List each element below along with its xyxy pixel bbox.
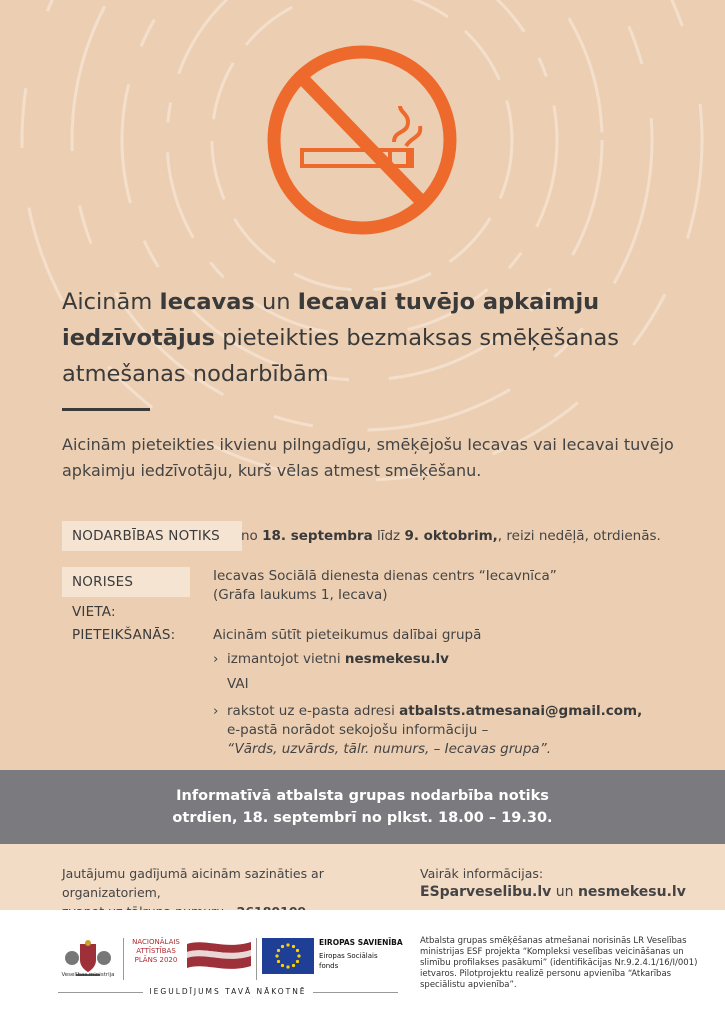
- venue-label: NORISES VIETA:: [62, 567, 190, 597]
- info-session-banner: [0, 770, 725, 844]
- nap-logo: [130, 938, 182, 965]
- venue-details: [213, 567, 673, 605]
- contact-section: [0, 844, 725, 910]
- site-link-nesmekesu[interactable]: nesmekesu.lv: [577, 884, 686, 900]
- ministry-caption: Veselības ministrija: [61, 972, 115, 978]
- latvia-coat-of-arms-icon: [58, 938, 118, 990]
- chevron-right-icon: ›: [213, 703, 219, 719]
- nap-text: ATTĪSTĪBAS: [136, 947, 176, 955]
- signup-website-link[interactable]: nesmekesu.lv: [344, 651, 449, 667]
- eu-title: EIROPAS SAVIENĪBA: [319, 938, 403, 947]
- signup-email-format: “Vārds, uzvārds, tālr. numurs, – Iecavas grupa”.: [227, 741, 551, 757]
- headline-text: pieteikties bezmaksas smēķēšanas atmešanas nodarbībām: [62, 325, 620, 387]
- more-info-links: [420, 883, 710, 902]
- more-info-block: [420, 864, 710, 902]
- signup-label: PIETEIKŠANĀS:: [72, 627, 176, 643]
- signup-text: izmantojot vietni: [227, 651, 345, 667]
- signup-option-website: [213, 650, 683, 669]
- logo-separator: [123, 938, 124, 980]
- chevron-right-icon: ›: [213, 651, 219, 667]
- banner-line-1: Informatīvā atbalsta grupas nodarbība notiks: [176, 788, 549, 804]
- contact-text: Jautājumu gadījumā aicinām sazināties ar organizatoriem,: [62, 866, 324, 900]
- project-fine-print: Atbalsta grupas smēķēšanas atmešanai norisinās LR Veselības ministrijas ESF projekta “Kompleksi veselības veicināšanas un slimību profilakses pasākumi” (identifikācijas Nr.9.2.4.1/16/I/001) ietvaros. Pilotprojektu realizē personu apvienība “Atkarības speciālistu apvienība”.: [420, 936, 698, 990]
- no-smoking-icon: [262, 30, 462, 250]
- nap-text: PLĀNS 2020: [134, 956, 178, 964]
- signup-intro: Aicinām sūtīt pieteikumus dalībai grupā: [213, 627, 482, 643]
- site-link-esparveselibu[interactable]: ESparveselibu.lv: [420, 884, 552, 900]
- more-info-text: un: [551, 884, 578, 900]
- schedule-details: [241, 527, 681, 546]
- eu-fund-name: Eiropas Sociālais: [319, 952, 378, 960]
- schedule-label: NODARBĪBAS NOTIKS: [62, 521, 242, 551]
- latvia-flag-icon: [185, 938, 253, 974]
- schedule-text: , reizi nedēļā, otrdienās.: [497, 528, 661, 544]
- schedule-text: no: [241, 528, 263, 544]
- headline-text: Aicinām: [62, 289, 160, 315]
- schedule-end-date: 9. oktobrim,: [404, 528, 498, 544]
- headline: [62, 284, 682, 392]
- nap-text: NACIONĀLAIS: [132, 938, 180, 946]
- signup-text: rakstot uz e-pasta adresi: [227, 703, 400, 719]
- eu-fund-name: fonds: [319, 962, 339, 970]
- divider: [62, 408, 150, 411]
- signup-option-email: [213, 702, 683, 721]
- logo-separator: [256, 938, 257, 980]
- intro-text: Aicinām pieteikties ikvienu pilngadīgu, smēķējošu Iecavas vai Iecavai tuvējo apkaimju iedzīvotāju, kurš vēlas atmest smēķēšanu.: [62, 435, 674, 480]
- signup-or: VAI: [227, 676, 249, 692]
- eu-text: [319, 938, 409, 971]
- signup-email-link[interactable]: atbalsts.atmesanai@gmail.com,: [399, 703, 643, 719]
- footer-logos: [0, 910, 725, 1024]
- eu-flag: [262, 938, 314, 974]
- slogan: [58, 987, 398, 996]
- slogan-text: IEGULDĪJUMS TAVĀ NĀKOTNĒ: [143, 987, 312, 996]
- venue-address: (Grāfa laukums 1, Iecava): [213, 587, 388, 603]
- schedule-text: līdz: [372, 528, 405, 544]
- signup-details: [213, 626, 683, 759]
- headline-bold-residents: Iecavai tuvējo apkaimju iedzīvotājus: [62, 289, 600, 351]
- venue-name: Iecavas Sociālā dienesta dienas centrs “Iecavnīca”: [213, 568, 557, 584]
- signup-email-note: e-pastā norādot sekojošu informāciju –: [227, 722, 489, 738]
- banner-line-2: otrdien, 18. septembrī no plkst. 18.00 – 19.30.: [172, 810, 553, 826]
- schedule-start-date: 18. septembra: [262, 528, 373, 544]
- eu-stars-icon: [262, 938, 314, 974]
- headline-bold-town: Iecavas: [159, 289, 255, 315]
- more-info-label: Vairāk informācijas:: [420, 866, 544, 881]
- headline-text: un: [254, 289, 298, 315]
